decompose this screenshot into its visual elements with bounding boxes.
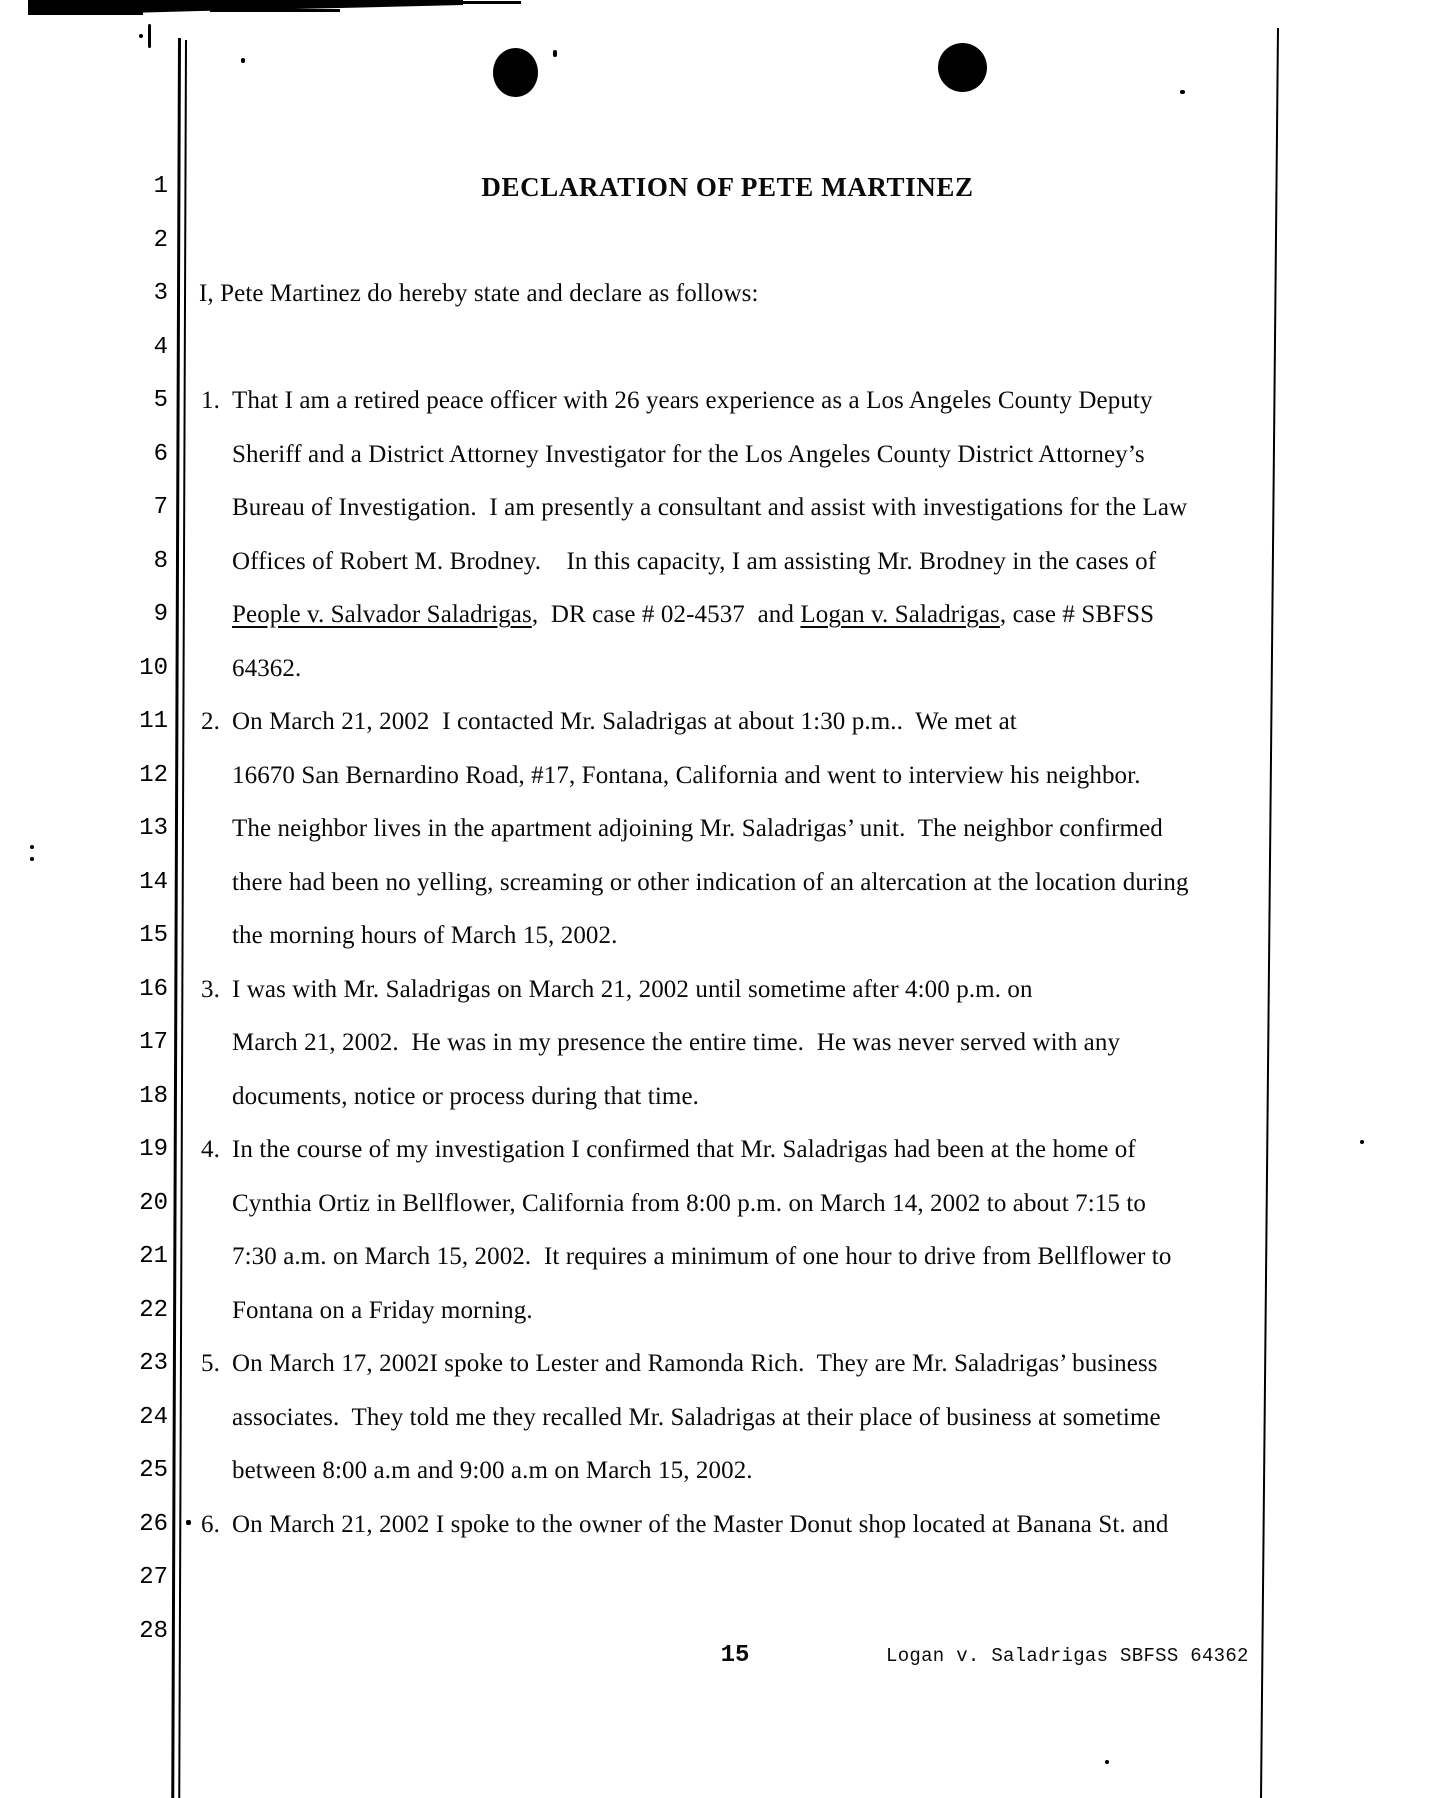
intro-line: I, Pete Martinez do hereby state and declare as follows: [199,280,759,307]
line-number: 1 [153,173,168,200]
item-number: 6. [201,1511,220,1538]
line-number: 10 [139,655,168,682]
line-number: 14 [139,869,168,896]
scan-speck [139,34,143,38]
line-text: On March 21, 2002 I contacted Mr. Saladrigas at about 1:30 p.m.. We met at [232,708,1017,735]
line-number: 23 [139,1350,168,1377]
line-text: associates. They told me they recalled Mr. Saladrigas at their place of business at sometime [232,1404,1161,1431]
scan-speck [1360,1140,1364,1144]
line-number: 19 [139,1136,168,1163]
line-text: Sheriff and a District Attorney Investigator for the Los Angeles County District Attorney’s [232,441,1145,468]
body-line [232,1177,1242,1231]
line-text: 16670 San Bernardino Road, #17, Fontana, California and went to interview his neighbor. [232,762,1141,789]
body-line [232,909,1242,963]
scan-artifact-bar [0,0,600,30]
body-line [232,856,1242,910]
scan-speck [186,1520,191,1525]
scan-speck [148,24,151,48]
body-line [201,1123,1211,1177]
body-line [201,1498,1211,1552]
case-name-underlined: Logan v. Saladrigas [800,601,1000,628]
line-text: 7:30 a.m. on March 15, 2002. It requires a minimum of one hour to drive from Bellflower to [232,1243,1172,1270]
line-text: In the course of my investigation I confirmed that Mr. Saladrigas had been at the home of [232,1136,1136,1163]
body-line [201,963,1211,1017]
hole-punch-right [938,43,987,92]
item-number: 5. [201,1350,220,1377]
line-text: I was with Mr. Saladrigas on March 21, 2002 until sometime after 4:00 p.m. on [232,976,1033,1003]
line-number: 12 [139,762,168,789]
body-line [201,695,1211,749]
line-number: 16 [139,976,168,1003]
scan-speck [30,857,34,861]
case-name-underlined: People v. Salvador Saladrigas [232,601,532,628]
scan-speck [1105,1760,1109,1764]
line-text: 64362. [232,655,302,682]
line-number: 7 [153,494,168,521]
line-number: 25 [139,1457,168,1484]
body-line [232,1230,1242,1284]
line-text: That I am a retired peace officer with 26 years experience as a Los Angeles County Deputy [232,387,1153,414]
body-line [232,642,1242,696]
scan-speck [553,50,557,57]
line-text: March 21, 2002. He was in my presence the entire time. He was never served with any [232,1029,1121,1056]
line-text: On March 21, 2002 I spoke to the owner of the Master Donut shop located at Banana St. and [232,1511,1169,1538]
line-number: 27 [139,1564,168,1591]
line-number: 21 [139,1243,168,1270]
line-text: documents, notice or process during that time. [232,1083,699,1110]
line-text: On March 17, 2002I spoke to Lester and Ramonda Rich. They are Mr. Saladrigas’ business [232,1350,1158,1377]
line-number: 5 [153,387,168,414]
scan-speck [30,845,34,849]
line-number: 26 [139,1511,168,1538]
line-number: 17 [139,1029,168,1056]
line-number: 13 [139,815,168,842]
body-line [232,1284,1242,1338]
line-text: the morning hours of March 15, 2002. [232,922,618,949]
body-line [201,1337,1211,1391]
line-text: between 8:00 a.m and 9:00 a.m on March 15, 2002. [232,1457,753,1484]
line-text: Cynthia Ortiz in Bellflower, California from 8:00 p.m. on March 14, 2002 to about 7:15 to [232,1190,1147,1217]
line-number: 18 [139,1083,168,1110]
line-number: 9 [153,601,168,628]
right-margin-rule [1260,28,1279,1798]
line-text: there had been no yelling, screaming or other indication of an altercation at the location during [232,869,1189,896]
document-title: DECLARATION OF PETE MARTINEZ [481,172,974,202]
line-text: , DR case # 02-4537 and [531,601,801,628]
page-number: 15 [720,1642,750,1669]
body-line [232,535,1242,589]
body-line [232,749,1242,803]
body-line [232,1070,1242,1124]
line-number: 24 [139,1404,168,1431]
body-line [232,481,1242,535]
line-text: The neighbor lives in the apartment adjoining Mr. Saladrigas’ unit. The neighbor confirmed [232,815,1163,842]
body-line [232,428,1242,482]
line-number: 2 [153,227,168,254]
line-number: 8 [153,548,168,575]
line-number: 6 [153,441,168,468]
body-line-case-citations [232,588,1242,642]
scan-speck [1180,90,1185,94]
body-line [232,1444,1242,1498]
line-text: , case # SBFSS [999,601,1155,628]
line-text: Offices of Robert M. Brodney. In this capacity, I am assisting Mr. Brodney in the cases of [232,548,1157,575]
line-number: 3 [153,280,168,307]
line-text: Bureau of Investigation. I am presently a consultant and assist with investigations for the Law [232,494,1188,521]
item-number: 3. [201,976,220,1003]
line-number: 15 [139,922,168,949]
body-line [232,1391,1242,1445]
line-number: 22 [139,1297,168,1324]
hole-punch-left [493,48,538,97]
item-number: 4. [201,1136,220,1163]
line-number: 28 [139,1618,168,1645]
item-number: 2. [201,708,220,735]
line-number: 20 [139,1190,168,1217]
scan-speck [241,58,245,63]
item-number: 1. [201,387,220,414]
line-number: 11 [139,708,168,735]
line-text: Fontana on a Friday morning. [232,1297,533,1324]
body-line [201,374,1211,428]
footer-case-caption: Logan v. Saladrigas SBFSS 64362 [886,1645,1249,1667]
body-line [232,1016,1242,1070]
body-line [232,802,1242,856]
line-number: 4 [153,334,168,361]
